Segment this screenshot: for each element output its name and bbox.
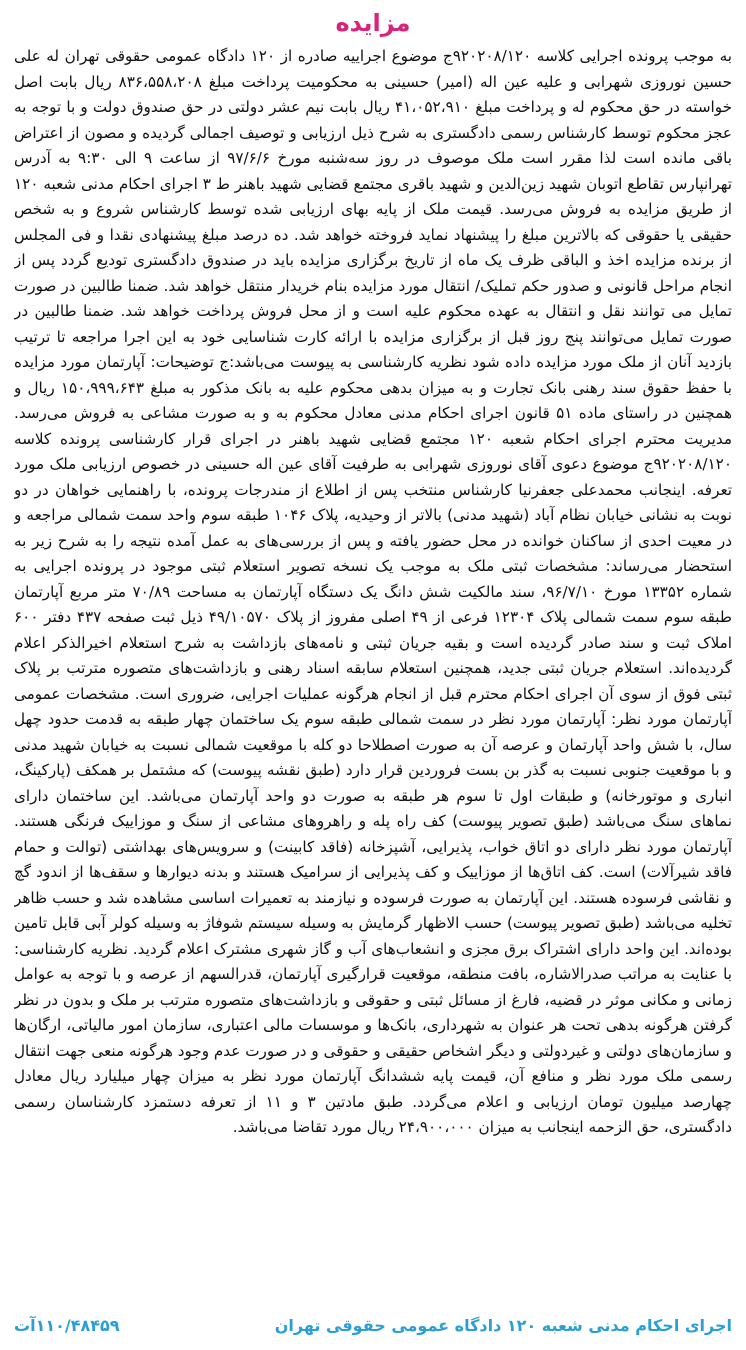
footer-code: ۱۱۰/۴۸۴۵۹آت — [14, 1315, 120, 1335]
notice-footer — [14, 1310, 732, 1340]
footer-issuer: اجرای احکام مدنی شعبه ۱۲۰ دادگاه عمومی حقوقی تهران — [274, 1315, 732, 1335]
notice-body: به موجب پرونده اجرایی کلاسه ۹۲۰۲۰۸/۱۲۰ج موضوع اجراییه صادره از ۱۲۰ دادگاه عمومی حقوقی تهران له علی حسین نوروزی شهرابی و علیه عین اله (امیر) حسینی به محکومیت پرداخت مبلغ ۸۳۶،۵۵۸،۲۰۸ ریال بابت اصل خواسته در حق محکوم له و پرداخت مبلغ ۴۱،۰۵۲،۹۱۰ ریال بابت نیم عشر دولتی در حق صندوق دولت و با توجه به عجز محکوم توسط کارشناس رسمی دادگستری به شرح ذیل ارزیابی و توصیف اجمالی گردیده و مصون از اعتراض باقی مانده است لذا مقرر است ملک موصوف در روز سه‌شنبه مورخ ۹۷/۶/۶ از ساعت ۹ الی ۹:۳۰ به آدرس تهرانپارس تقاطع اتوبان شهید زین‌الدین و شهید باقری مجتمع قضایی شهید باهنر ط ۳ اجرای احکام مدنی شعبه ۱۲۰ از طریق مزایده به فروش می‌رسد. قیمت ملک از پایه بهای ارزیابی شده توسط کارشناس شروع و به شخص حقیقی یا حقوقی که بالاترین مبلغ را پیشنهاد نماید فروخته خواهد شد. ده درصد مبلغ پیشنهادی نقدا و فی المجلس از برنده مزایده اخذ و الباقی ظرف یک ماه از تاریخ برگزاری مزایده باید در صندوق دادگستری تودیع گردد پس از انجام مراحل قانونی و صدور حکم تملیک/ انتقال مورد مزایده بنام خریدار منتقل خواهد شد. ضمنا طالبین در صورت تمایل می توانند نقل و انتقال به عهده محکوم علیه است و از محل فروش پرداخت خواهد شد. ضمنا طالبین در صورت تمایل می‌توانند پنج روز قبل از برگزاری مزایده با ارائه کارت شناسایی خود به این اجرا مراجعه تا ترتیب بازدید آنان از ملک مورد مزایده داده شود نظریه کارشناسی به پیوست می‌باشد:ج توضیحات: آپارتمان مورد مزایده با حفظ حقوق سند رهنی بانک تجارت و به میزان بدهی محکوم علیه به بانک مذکور به مبلغ ۱۵۰،۹۹۹،۶۴۳ ریال و همچنین در راستای ماده ۵۱ قانون اجرای احکام مدنی معادل محکوم به و به صورت مشاعی به فروش می‌رسد. مدیریت محترم اجرای احکام شعبه ۱۲۰ مجتمع قضایی شهید باهنر در اجرای قرار کارشناسی پرونده کلاسه ۹۲۰۲۰۸/۱۲۰ج موضوع دعوی آقای نوروزی شهرابی به طرفیت آقای عین اله حسینی در خصوص ارزیابی ملک مورد تعرفه. اینجانب محمدعلی جعفرنیا کارشناس منتخب پس از اطلاع از مندرجات پرونده، با راهنمایی خواهان در دو نوبت به نشانی خیابان نظام آباد (شهید مدنی) بالاتر از وحیدیه، پلاک ۱۰۴۶ طبقه سوم واحد سمت شمالی مراجعه و در معیت احدی از ساکنان خوانده در محل حضور یافته و پس از بررسی‌های به عمل آمده نتیجه را به شرح زیر به استحضار می‌رساند: مشخصات ثبتی ملک به موجب یک نسخه تصویر استعلام ثبتی موجود در پرونده اجرایی به شماره ۱۳۳۵۲ مورخ ۹۶/۷/۱۰، سند مالکیت شش دانگ یک دستگاه آپارتمان به مساحت ۷۰/۸۹ متر مربع آپارتمان طبقه سوم سمت شمالی پلاک ۱۲۳۰۴ فرعی از ۴۹ اصلی مفروز از پلاک ۴۹/۱۰۵۷۰ ذیل ثبت صفحه ۴۳۷ دفتر ۶۰۰ املاک ثبت و سند صادر گردیده است و بقیه جریان ثبتی و نامه‌های بازداشت به شرح استعلام اخیرالذکر اعلام گردیده‌اند. استعلام جریان ثبتی جدید، همچنین استعلام سابقه اسناد رهنی و بازداشت‌های متصوره مترتب بر پلاک ثبتی فوق از سوی آن اجرای احکام محترم قبل از انجام هرگونه عملیات اجرایی، ضروری است. مشخصات عمومی آپارتمان مورد نظر: آپارتمان مورد نظر در سمت شمالی طبقه سوم یک ساختمان چهار طبقه به قدمت حدود چهل سال، با شش واحد آپارتمان و عرصه آن به صورت اصطلاحا دو کله با موقعیت شمالی نسبت به خیابان شهید مدنی و با موقعیت جنوبی نسبت به گذر بن بست فروردین قرار دارد (طبق نقشه پیوست) که مشتمل بر همکف (پارکینگ، انباری و موتورخانه) و طبقات اول تا سوم هر طبقه به صورت دو واحد آپارتمان می‌باشد. این ساختمان دارای نماهای سنگ می‌باشد (طبق تصویر پیوست) کف راه پله و راهروهای مشاعی از سنگ و موزاییک فرنگی هستند. آپارتمان مورد نظر دارای دو اتاق خواب، پذیرایی، آشپزخانه (فاقد کابینت) و سرویس‌های بهداشتی (توالت و حمام فاقد شیرآلات) است. کف اتاق‌ها از موزاییک و کف پذیرایی از سرامیک هستند و بدنه دیوارها و سقف‌ها از اندود گچ و نقاشی فرسوده هستند. این آپارتمان به صورت فرسوده و نیازمند به تعمیرات اساسی مشاهده شد و حسب ظاهر تخلیه می‌باشد (طبق تصویر پیوست) حسب الاظهار گرمایش به وسیله سیستم شوفاژ به وسیله کولر آبی قابل تامین بوده‌اند. این واحد دارای اشتراک برق مجزی و انشعاب‌های آب و گاز شهری مشترک اعلام گردید. نظریه کارشناسی: با عنایت به مراتب صدرالاشاره، بافت منطقه، موقعیت قرارگیری آپارتمان، قدرالسهم از عرصه و با توجه به عوامل زمانی و مکانی موثر در قضیه، فارغ از مسائل ثبتی و حقوقی و بازداشت‌های متصوره مترتب بر ملک و بدون در نظر گرفتن هرگونه بدهی تحت هر عنوان به شهرداری، بانک‌ها و موسسات مالی اعتباری، سازمان امور مالیاتی، ارگان‌ها و سازمان‌های دولتی و غیردولتی و دیگر اشخاص حقیقی و حقوقی و در صورت عدم وجود هرگونه منعی جهت انتقال رسمی ملک مورد نظر و منافع آن، قیمت پایه ششدانگ آپارتمان مورد نظر به میزان چهار میلیارد ریال معادل چهارصد میلیون تومان ارزیابی و اعلام می‌گردد. طبق مادتین ۳ و ۱۱ از تعرفه دستمزد کارشناسان رسمی دادگستری، حق الزحمه اینجانب به میزان ۲۴،۹۰۰،۰۰۰ ریال مورد تقاضا می‌باشد. — [14, 47, 732, 1136]
notice-title: مزایده — [335, 9, 411, 37]
